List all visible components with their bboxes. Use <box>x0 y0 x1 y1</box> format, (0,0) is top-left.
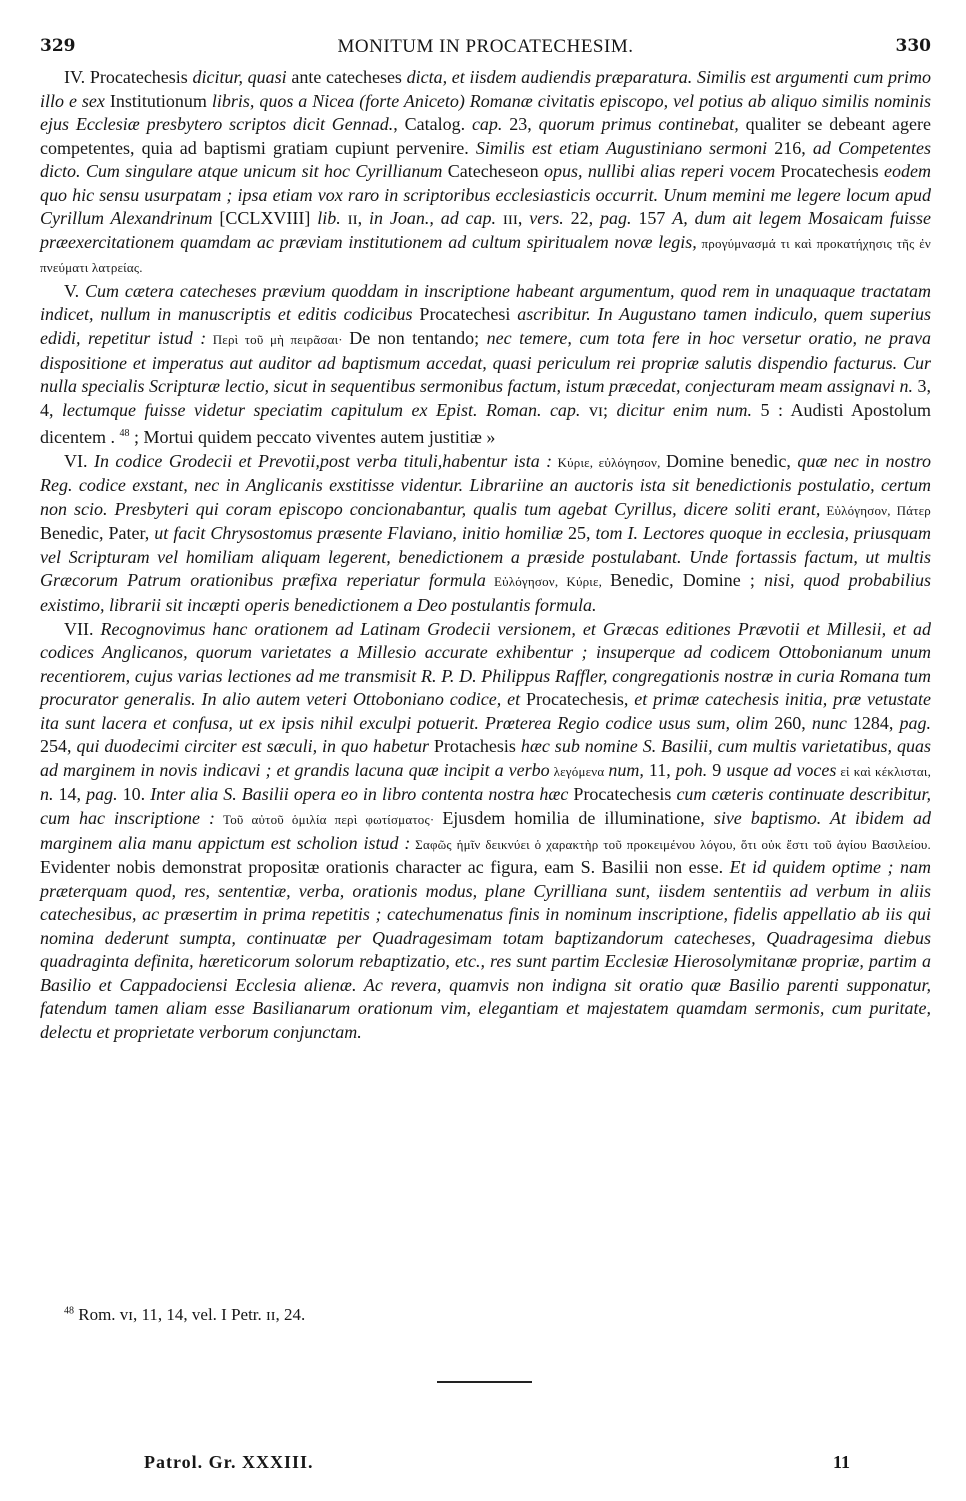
text-run: Recognovimus hanc orationem ad Latinam Grodecii versionem, et Græcas editiones Prævotii et Millesii, et ad codices Anglicanos, quorum varietates a Millesio accurate exhibentur ; insuperque ad codicem Ottobonianum unum recentiorem, cujus varias lectiones ad me transmisit R. P. D. Philippus Raffler, congregationis nostræ in curia Romana tum procurator generalis. In alio autem veteri Ottoboniano codice, et <box>40 618 931 710</box>
text-run: , Catalog. <box>393 114 472 135</box>
text-run: Procatechesis <box>568 784 677 805</box>
text-run: 14, <box>53 784 87 805</box>
footnote-mark: 48 <box>64 1305 74 1317</box>
text-run: Procatechesi <box>412 304 518 325</box>
text-run: 260, <box>768 712 812 733</box>
text-run: Similis est etiam Augustiniano sermoni <box>475 137 768 158</box>
greek-text-run: Τοῦ αὐτοῦ ὁμιλία περὶ φωτίσματος· <box>215 811 443 827</box>
text-run: lib. <box>317 208 341 229</box>
separator-rule <box>437 1381 532 1383</box>
text-run: Evidenter nobis demonstrat propositæ orationis character ac figura, eam S. Basilii non esse. <box>40 857 730 878</box>
text-run: Benedic, Domine ; <box>610 570 764 591</box>
text-run: Domine benedic, <box>665 450 798 471</box>
footnote-text: Rom. ᴠɪ, 11, 14, vel. I Petr. ɪɪ, 24. <box>74 1305 306 1324</box>
left-page-number: 329 <box>40 36 76 56</box>
text-run: Procatechesis <box>775 161 885 182</box>
text-run: Ejusdem homilia de illuminatione, <box>442 807 714 828</box>
text-run: hæc sub nomine S. Basilii, cum multis varietatibus, quas ad marginem in novis indicavi ; et grandis lacuna quæ incipit a verbo <box>40 736 931 780</box>
text-run: De non tentando; <box>349 328 487 349</box>
paragraph-iv <box>40 66 931 280</box>
text-run: libris, quos a Nicea (forte Aniceto) Romanæ civitatis episcopo, vel potius ab aliquo similis nominis ejus Ecclesiæ presbytero scriptos dicit Gennad. <box>40 90 931 135</box>
text-run: A, dum ait legem Mosaicam fuisse præexercitationem quamdam ac præviam institutionem ad cultum spiritualem novæ legis, <box>40 208 932 252</box>
greek-text-run: Κύριε, εὐλόγησον, <box>552 454 666 470</box>
text-run: num, <box>608 759 644 780</box>
text-run: Procatechesis, <box>520 689 635 710</box>
text-run: qui duodecimi circiter est sæculi, in quo habetur <box>76 736 429 757</box>
footnote-ref: 48 <box>119 428 130 440</box>
greek-text-run: Περὶ τοῦ μὴ πειρᾶσαι· <box>206 332 350 348</box>
text-run: qualiter se debeant agere competentes, quia ad baptismi gratiam cupiunt pervenire. <box>40 114 932 158</box>
text-run: in Joan., ad cap. <box>368 208 497 229</box>
text-run: V. <box>64 280 86 301</box>
text-run: pag. <box>899 712 932 733</box>
body-text <box>40 66 931 1044</box>
text-run: 23, <box>502 114 539 135</box>
greek-text-run: λεγόμενα <box>549 763 609 779</box>
right-page-number: 330 <box>895 36 931 56</box>
text-run: pag. <box>600 208 632 229</box>
sheet-number: 11 <box>832 1452 850 1472</box>
signature-mark: Patrol. Gr. XXXIII. <box>144 1452 314 1472</box>
text-run: cap. <box>471 114 503 135</box>
text-run: 3, 4, <box>40 376 932 420</box>
text-run: quorum primus continebat, <box>538 114 739 135</box>
text-run: VI. <box>64 450 94 471</box>
text-run: 22, <box>563 208 601 229</box>
text-run: dicitur enim num. <box>616 399 752 420</box>
text-run: 25, <box>562 523 596 544</box>
greek-text-run: προγύμνασμά τι καὶ προκατήχησις τῆς ἐν πνεύματι λατρείας. <box>40 235 931 276</box>
text-run: IV. Procatechesis <box>64 67 193 87</box>
greek-text-run: εἰ καὶ κέκλισται, <box>836 763 932 779</box>
text-run: ᴠɪ; <box>580 399 617 420</box>
text-run: usque ad voces <box>726 759 837 780</box>
text-run: VII. <box>64 618 101 639</box>
text-run: ante catecheses <box>286 67 407 87</box>
footnote <box>64 1305 305 1325</box>
text-run: 9 <box>707 759 727 780</box>
text-run: Et id quidem optime ; nam præterquam quod, res, sententiæ, verba, orationis modus, plane Cyrilliana sunt, iisdem sententiis ad verbum in aliis catechesibus, ac præsertim in prima repetitis ; catechumenatus finis in nominum inscriptione, fidelis appellatio ab iis qui nomina dederunt sumpta, continuatæ per Quadragesimam totam baptizandorum catecheses, Quadragesima diebus quadraginta definita, hæreticorum solorum rebaptizatio, etc., res sunt partim Ecclesiæ Hierosolymitanæ propriæ, partim a Basilio et Cappadociensi Ecclesia alienæ. Ac revera, quamvis non indigna sit oratio quæ Basilio parenti supponatur, fatendum tamen aliam esse Basilianarum orationum vim, elegantiam et majestatem quamdam sermonis, cum puritate, delectu et proprietate verborum conjunctam. <box>40 857 931 1042</box>
text-run: poh. <box>675 759 708 780</box>
paragraph-vi <box>40 450 931 618</box>
text-run: dicta, et iisdem audiendis præparatura. Similis est argumenti cum primo illo e sex <box>40 67 931 111</box>
text-run: Cum cætera catecheses prævium quoddam in inscriptione habeant argumentum, quod rem in unaquaque tractatam indicet, nullum in manuscriptis et editis codicibus <box>40 280 931 325</box>
text-run: vers. <box>529 208 564 229</box>
text-run: Benedic, Pater, <box>40 523 155 544</box>
text-run: 157 <box>631 208 673 229</box>
text-run: 216, <box>767 137 813 158</box>
text-run: ɪɪɪ, <box>496 208 530 229</box>
text-run: nec temere, cum tota fere in hoc versetur oratio, ne prava dispositione et imperatus aut auditor ad baptismum accedat, quasi periculum rei propriæ salutis dispendio facturus. Cur nulla specialis Scripturæ lectio, sicut in sequentibus sermonibus factum, istum præcedat, conjecturam meam assignavi n. <box>40 328 931 397</box>
text-run: nunc <box>811 712 847 733</box>
greek-text-run: Σαφῶς ἡμῖν δεικνύει ὁ χαρακτὴρ τοῦ προκειμένου λόγου, ὅτι οὐκ ἔστι τοῦ ἁγίου Βασιλείου. <box>410 836 931 852</box>
text-run: Protachesis <box>428 736 521 757</box>
text-run: 11, <box>643 759 676 780</box>
text-run: dicitur, quasi <box>192 67 287 87</box>
text-run: Catecheseon <box>442 161 545 182</box>
running-header <box>40 36 931 60</box>
text-run: tom I. Lectores quoque in ecclesia, priusquam vel Scripturam vel homiliam aliquam legerent, benedictionem a præside postulabant. Unde fortassis factum, ut multis Græcorum Patrum orationibus præfixa reperiatur formula <box>40 523 931 591</box>
text-run: ascribitur. In Augustano tamen indiculo, quem superius edidi, repetitur istud : <box>40 304 932 349</box>
text-run: 5 : Audisti Apostolum dicentem . <box>40 399 931 448</box>
text-run: ad Competentes dicto. Cum singulare atque unicum sit hoc Cyrillianum <box>40 137 931 182</box>
text-run: 254, <box>40 736 77 757</box>
running-title: MONITUM IN PROCATECHESIM. <box>337 36 634 57</box>
greek-text-run: Εὐλόγησον, Πάτερ <box>820 502 931 518</box>
text-run: Inter alia S. Basilii opera eo in libro contenta nostra hæc <box>150 784 569 805</box>
text-run: et primæ catechesis initia, præ vetustate ita sunt lacera et confusa, ut ex ipsis nihil exculpi potuerit. Prœterea Regio codice usus sum, olim <box>40 689 931 733</box>
paragraph-vii <box>40 618 931 1045</box>
text-run: ɪɪ, <box>340 208 369 229</box>
text-run: cum cæteris continuate describitur, cum hac inscriptione : <box>40 784 932 828</box>
text-run: Institutionum <box>104 90 212 111</box>
text-run: quæ nec in nostro Reg. codice exstant, nec in Anglicanis exstitisse videntur. Librariine an auctoris ista sit benedictionis postulatio, certum non scio. Presbyteri qui coram episcopo concionabantur, qualis tum agebat Cyrillus, dicere soliti erant, <box>40 450 932 519</box>
text-run: pag. <box>86 784 118 805</box>
text-run: ; Mortui quidem peccato viventes autem justitiæ » <box>129 427 496 448</box>
text-run: lectumque fuisse videtur speciatim capitulum ex Epist. Roman. cap. <box>62 399 581 420</box>
text-run: In codice Grodecii et Prevotii,post verba tituli,habentur ista : <box>93 450 553 471</box>
text-run: [CCLXVIII] <box>212 208 318 229</box>
text-run: 1284, <box>846 712 900 733</box>
text-run: 10. <box>117 784 151 805</box>
text-run: ut facit Chrysostomus præsente Flaviano, initio homiliæ <box>154 523 563 544</box>
text-run: opus, nullibi alias reperi vocem <box>544 161 776 182</box>
text-run: nisi, quod probabilius existimo, librarii sit incæpti operis benedictionem a Deo postulantis formula. <box>40 570 932 616</box>
text-run: eodem quo hic sensu usurpatam ; ipsa etiam vox raro in scriptoribus ecclesiasticis occurrit. Unum memini me legere locum apud Cyrillum Alexandrinum <box>40 161 931 229</box>
paragraph-v <box>40 280 931 450</box>
text-run: n. <box>40 784 54 805</box>
greek-text-run: Εὐλόγησον, Κύριε, <box>485 574 611 590</box>
text-run: sive baptismo. At ibidem ad marginem alia manu appictum est scholion istud : <box>40 807 932 853</box>
